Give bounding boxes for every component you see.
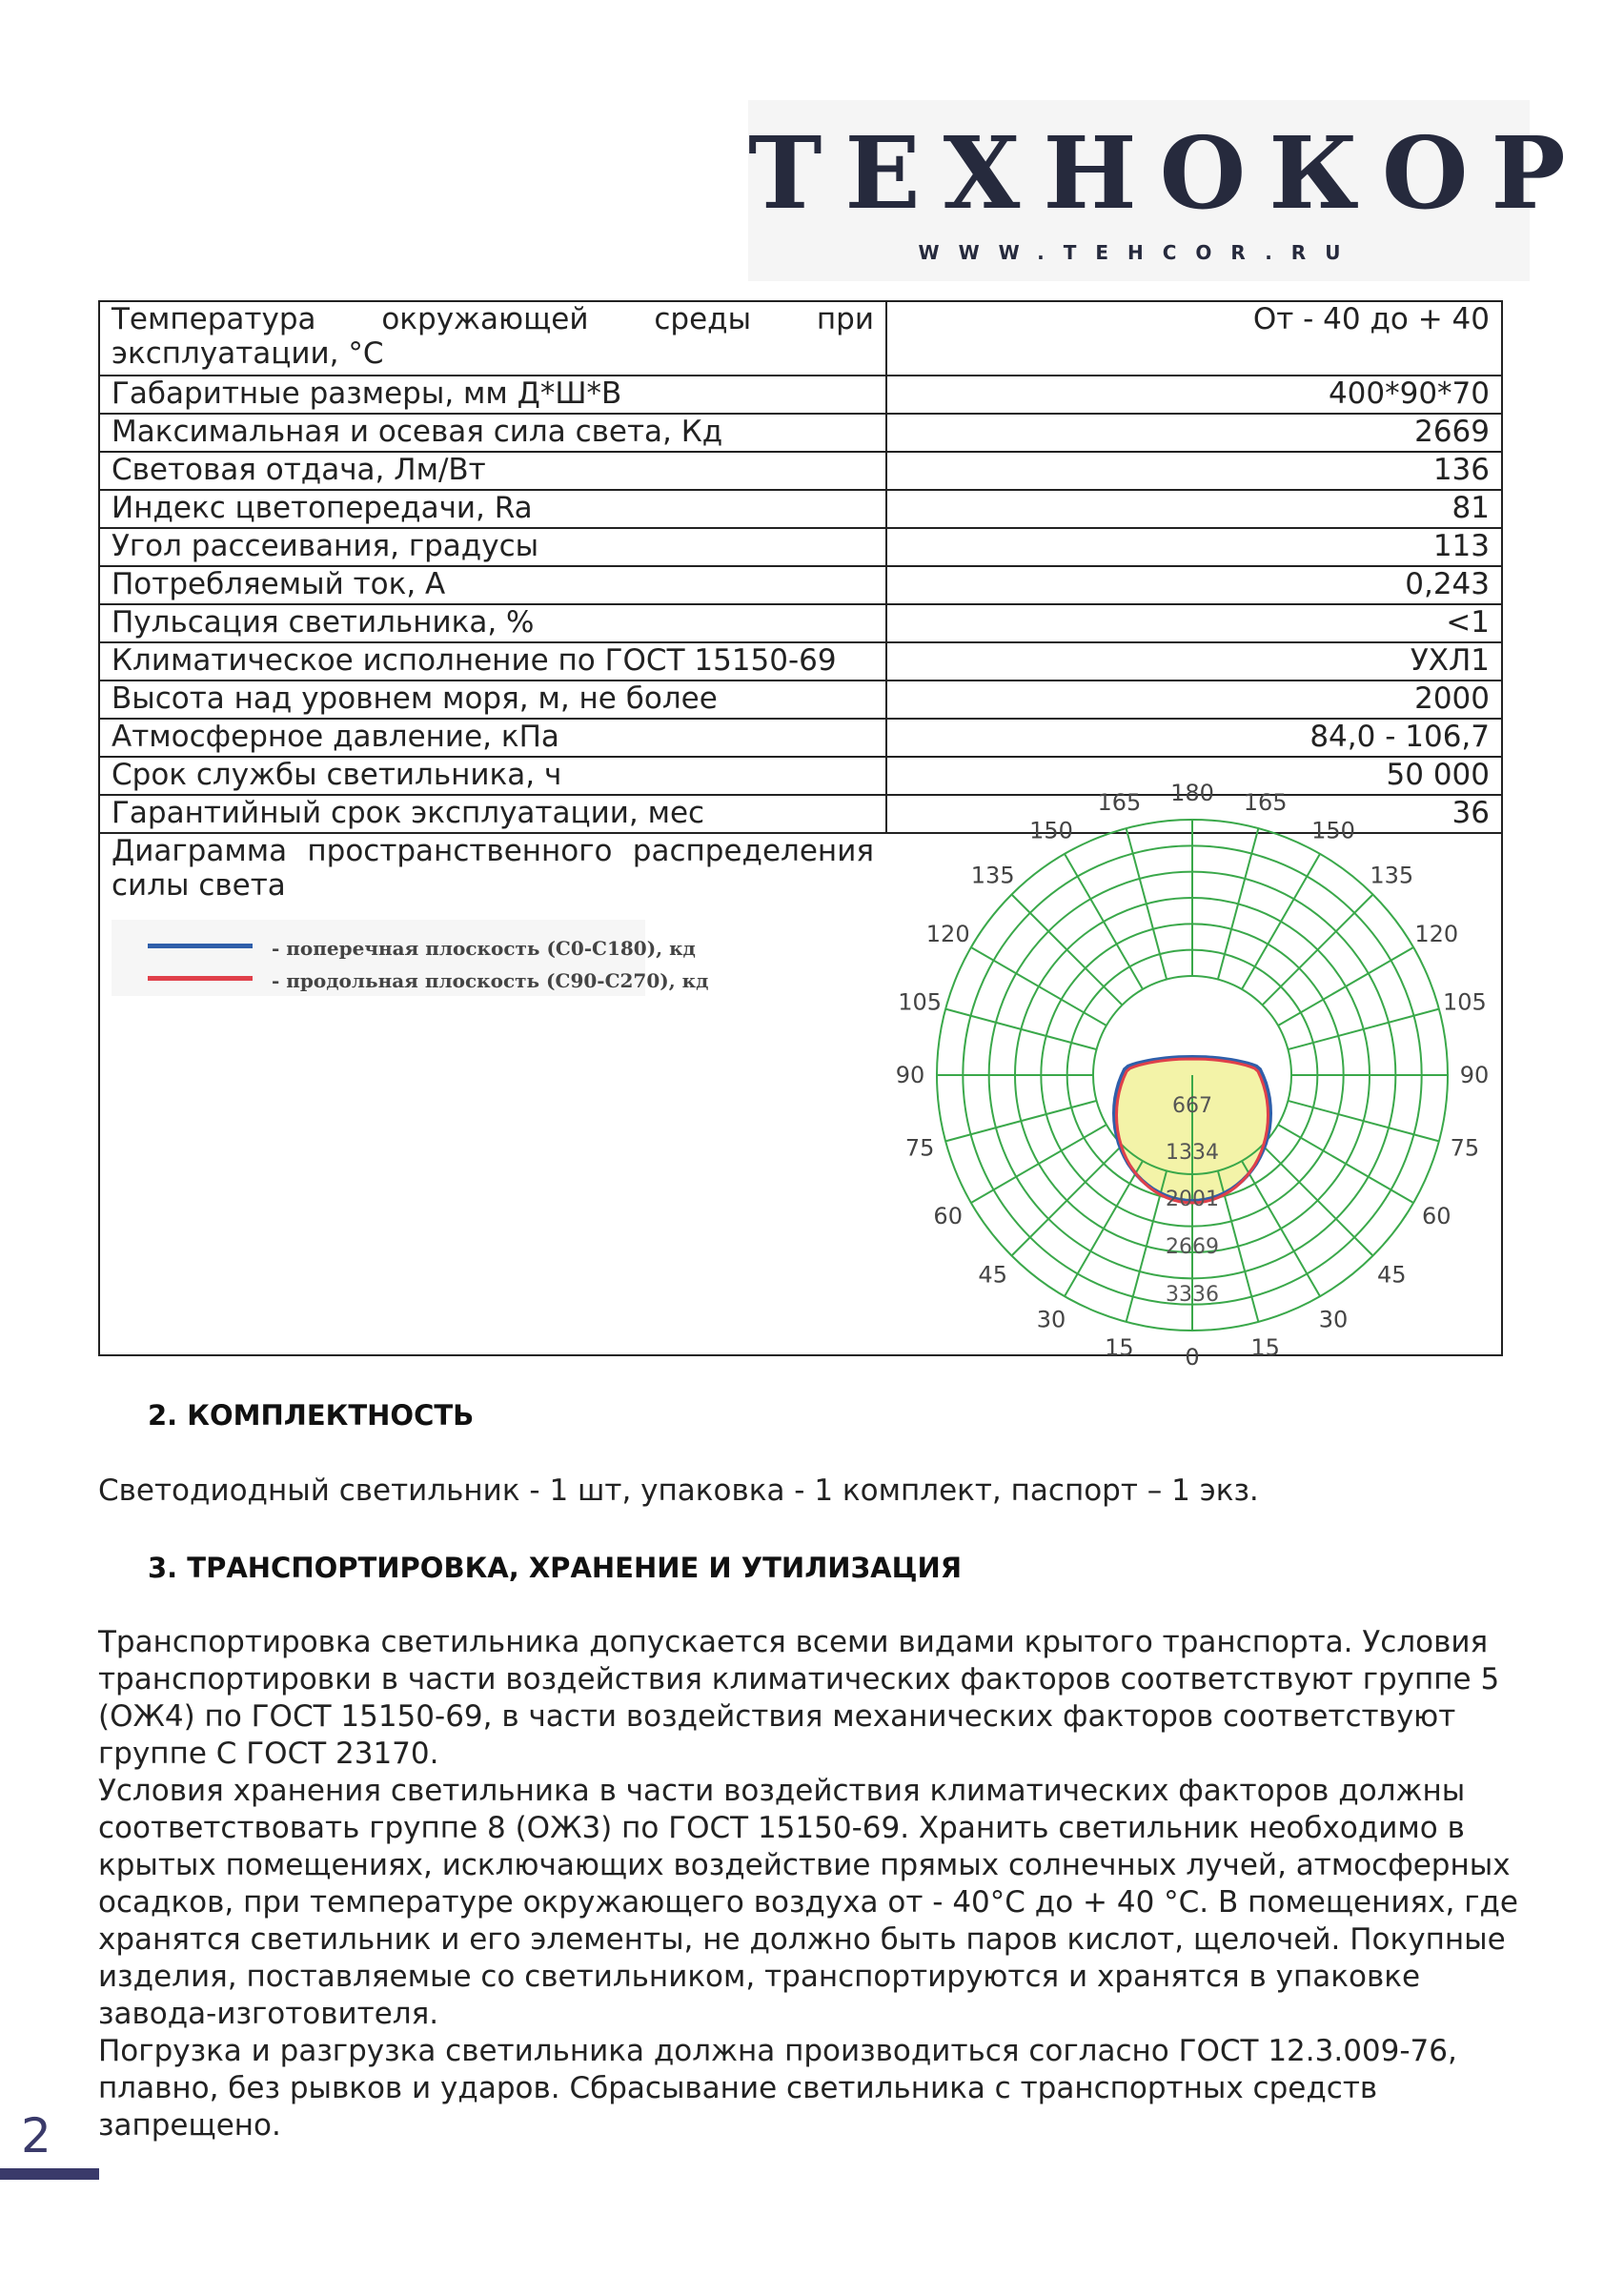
angle-label: 165 bbox=[1243, 789, 1288, 817]
angle-label: 15 bbox=[1250, 1333, 1280, 1361]
section-paragraph-storage: Условия хранения светильника в части воздействия климатических факторов должны соответствовать группе 8 (ОЖ3) по ГОСТ 15150-69. Хранить светильник необходимо в крытых помещениях, исключающих воздействие прямых солнечных лучей, атмосферных осадков, при температуре окружающего воздуха от - 40°С до + 40 °С. В помещениях, где хранятся светильник и его элементы, не должно быть паров кислот, щелочей. Покупные изделия, поставляемые со светильником, транспортируются и хранятся в упаковке завода-изготовителя. bbox=[98, 1774, 1518, 2031]
angle-label: 135 bbox=[1370, 862, 1414, 889]
spec-label: Потребляемый ток, А bbox=[99, 566, 886, 604]
section-title-transport: 3. ТРАНСПОРТИРОВКА, ХРАНЕНИЕ И УТИЛИЗАЦИЯ bbox=[148, 1552, 963, 1584]
table-row bbox=[99, 490, 1502, 528]
spec-label: Максимальная и осевая сила света, Кд bbox=[99, 414, 886, 452]
angle-label: 75 bbox=[904, 1134, 935, 1162]
table-row bbox=[99, 604, 1502, 642]
spec-label: Атмосферное давление, кПа bbox=[99, 719, 886, 757]
section-title-completeness: 2. КОМПЛЕКТНОСТЬ bbox=[148, 1399, 475, 1432]
angle-label: 120 bbox=[1414, 921, 1459, 947]
angle-label: 150 bbox=[1029, 817, 1073, 844]
angle-label: 30 bbox=[1318, 1306, 1349, 1333]
spec-value: 50 000 bbox=[886, 757, 1502, 795]
angle-label: 165 bbox=[1097, 789, 1142, 817]
spec-value: 400*90*70 bbox=[886, 376, 1502, 414]
radial-label: 667 bbox=[1172, 1094, 1212, 1118]
diagram-legend bbox=[112, 920, 709, 996]
radial-label: 3336 bbox=[1166, 1283, 1219, 1307]
table-row bbox=[99, 414, 1502, 452]
legend-line-red bbox=[148, 976, 253, 981]
angle-label: 90 bbox=[1459, 1062, 1490, 1088]
company-logo bbox=[748, 100, 1589, 281]
angle-label: 105 bbox=[898, 988, 943, 1016]
radial-label: 2669 bbox=[1166, 1235, 1219, 1259]
spec-value: 113 bbox=[886, 528, 1502, 566]
angle-label: 60 bbox=[933, 1203, 963, 1229]
angle-label: 15 bbox=[1105, 1333, 1134, 1361]
spec-table bbox=[98, 300, 1503, 1371]
table-row bbox=[99, 528, 1502, 566]
section-text-completeness: Светодиодный светильник - 1 шт, упаковка - 1 комплект, паспорт – 1 экз. bbox=[98, 1473, 1259, 1508]
table-row bbox=[99, 681, 1502, 719]
table-row-diagram bbox=[99, 833, 1502, 1355]
spec-label: Температура окружающей среды при эксплуатации, °С bbox=[99, 301, 886, 376]
angle-label: 105 bbox=[1442, 988, 1487, 1016]
legend-text: - продольная плоскость (С90-С270), кд bbox=[272, 969, 709, 992]
spec-label: Высота над уровнем моря, м, не более bbox=[99, 681, 886, 719]
polar-diagram-cell bbox=[886, 780, 1502, 1371]
spec-label: Индекс цветопередачи, Ra bbox=[99, 490, 886, 528]
table-row bbox=[99, 719, 1502, 757]
table-row bbox=[99, 566, 1502, 604]
section-paragraph-loading: Погрузка и разгрузка светильника должна производиться согласно ГОСТ 12.3.009-76, плавно, без рывков и ударов. Сбрасывание светильника с транспортных средств запрещено. bbox=[98, 2034, 1457, 2143]
spec-value: 81 bbox=[886, 490, 1502, 528]
spec-label: Пульсация светильника, % bbox=[99, 604, 886, 642]
logo-wordmark: ТЕХНОКОР bbox=[748, 114, 1589, 232]
spec-value: УХЛ1 bbox=[886, 642, 1502, 681]
angle-label: 90 bbox=[895, 1062, 925, 1088]
spec-label: Климатическое исполнение по ГОСТ 15150-69 bbox=[99, 642, 886, 681]
radial-label: 1334 bbox=[1166, 1141, 1219, 1165]
angle-label: 30 bbox=[1036, 1306, 1066, 1333]
radial-label: 2001 bbox=[1166, 1188, 1219, 1211]
spec-value: 136 bbox=[886, 452, 1502, 490]
angle-label: 75 bbox=[1450, 1134, 1480, 1162]
spec-label: Срок службы светильника, ч bbox=[99, 757, 886, 795]
table-row bbox=[99, 757, 1502, 795]
section-paragraph-transport: Транспортировка светильника допускается всеми видами крытого транспорта. Условия транспортировки в части воздействия климатических факторов соответствуют группе 5 (ОЖ4) по ГОСТ 15150-69, в части воздействия механических факторов соответствуют группе С ГОСТ 23170. bbox=[98, 1625, 1500, 1771]
spec-label: Угол рассеивания, градусы bbox=[99, 528, 886, 566]
legend-line-blue bbox=[148, 944, 253, 948]
spec-label: Габаритные размеры, мм Д*Ш*В bbox=[99, 376, 886, 414]
spec-value: 0,243 bbox=[886, 566, 1502, 604]
diagram-label-cell bbox=[99, 833, 886, 1355]
table-row bbox=[99, 452, 1502, 490]
spec-value: 36 bbox=[886, 795, 1502, 833]
spec-value: От - 40 до + 40 bbox=[886, 301, 1502, 376]
angle-label: 135 bbox=[970, 862, 1015, 889]
angle-label: 150 bbox=[1311, 817, 1355, 844]
angle-label: 120 bbox=[925, 921, 970, 947]
diagram-label: Диаграмма пространственного распределения силы света bbox=[112, 834, 874, 903]
spec-value: <1 bbox=[886, 604, 1502, 642]
table-row bbox=[99, 376, 1502, 414]
page-number: 2 bbox=[21, 2108, 51, 2164]
angle-label: 45 bbox=[1377, 1261, 1407, 1289]
angle-label: 45 bbox=[978, 1261, 1007, 1289]
spec-label: Гарантийный срок эксплуатации, мес bbox=[99, 795, 886, 833]
table-row bbox=[99, 642, 1502, 681]
angle-label: 180 bbox=[1170, 780, 1214, 806]
spec-value: 2669 bbox=[886, 414, 1502, 452]
spec-label: Световая отдача, Лм/Вт bbox=[99, 452, 886, 490]
polar-diagram bbox=[883, 780, 1501, 1371]
spec-value: 84,0 - 106,7 bbox=[886, 719, 1502, 757]
table-row bbox=[99, 301, 1502, 376]
angle-label: 0 bbox=[1185, 1344, 1200, 1371]
spec-value: 2000 bbox=[886, 681, 1502, 719]
legend-text: - поперечная плоскость (С0-С180), кд bbox=[272, 937, 696, 960]
logo-url: WWW.TEHCOR.RU bbox=[918, 241, 1360, 264]
page-number-bar bbox=[0, 2168, 99, 2180]
table-row bbox=[99, 795, 1502, 833]
angle-label: 60 bbox=[1422, 1203, 1451, 1229]
